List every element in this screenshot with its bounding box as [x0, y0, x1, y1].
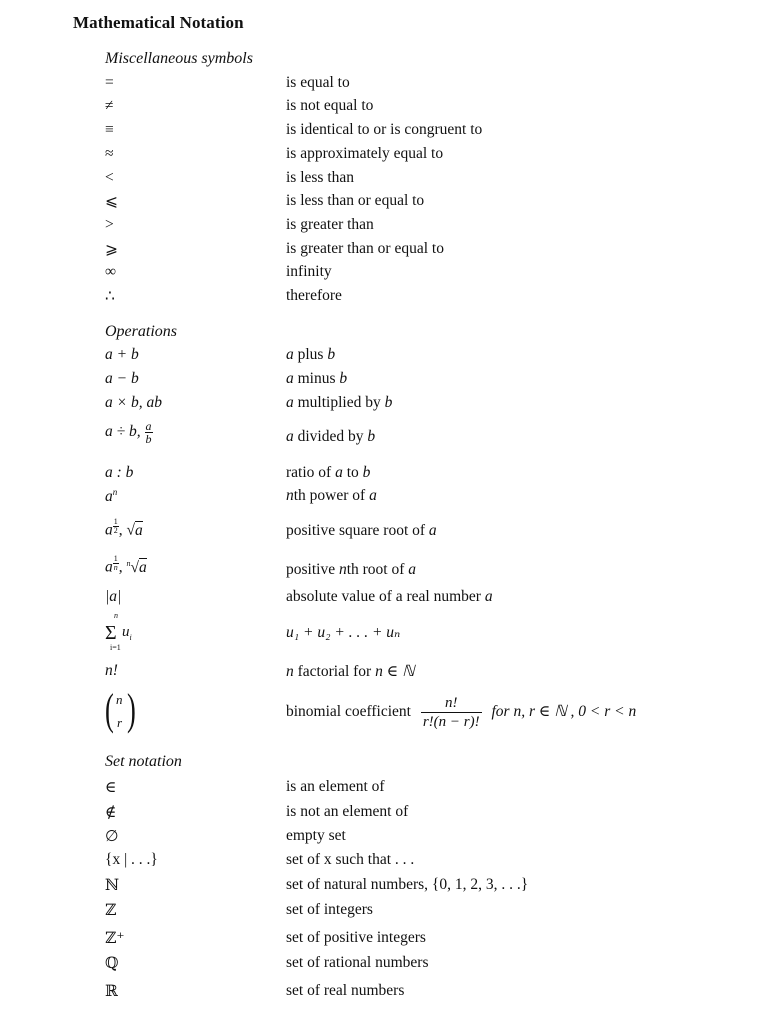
symbol: ∴: [105, 288, 115, 305]
symbol: ∞: [105, 263, 117, 280]
section-heading-operations: Operations: [105, 323, 177, 340]
meaning: is greater than or equal to: [286, 240, 444, 257]
symbol: ℚ: [105, 955, 119, 972]
symbol: ℤ: [105, 902, 117, 919]
symbol: a $^{\frac{1}{n}}$ , $^n$√a: [105, 554, 147, 576]
meaning: is equal to: [286, 74, 350, 91]
meaning: n factorial for n ∈ ℕ: [286, 663, 415, 680]
symbol: a ÷ b, $\frac{a}{b}$: [105, 419, 152, 446]
page-title: Mathematical Notation: [73, 13, 244, 32]
meaning: is approximately equal to: [286, 145, 444, 162]
binomial-fraction: $\frac{n!}{r!(n - r)!}$: [422, 695, 480, 730]
symbol: [105, 611, 145, 659]
meaning: set of positive integers: [286, 929, 426, 946]
meaning: absolute value of a real number a: [286, 588, 493, 605]
meaning: set of rational numbers: [286, 954, 429, 971]
meaning: a divided by b: [286, 428, 376, 445]
meaning: is identical to or is congruent to: [286, 121, 483, 138]
section-heading-misc: Miscellaneous symbols: [105, 50, 253, 67]
sqrt-symbol: √a: [126, 521, 143, 539]
meaning: set of x such that . . .: [286, 851, 415, 868]
symbol: ℝ: [105, 983, 118, 1000]
meaning: set of real numbers: [286, 982, 405, 999]
symbol: [105, 685, 136, 741]
meaning: set of integers: [286, 901, 373, 918]
meaning: a multiplied by b: [286, 394, 393, 411]
summation-symbol: n Σ $u_i$ i=1: [105, 611, 132, 652]
binomial-symbol: ( n r ): [105, 685, 136, 734]
symbol: ∈: [105, 779, 117, 796]
symbol: ℕ: [105, 877, 120, 894]
symbol: $a^n$: [105, 487, 118, 506]
symbol: a − b: [105, 370, 139, 387]
symbol: a : b: [105, 464, 134, 481]
meaning: positive nth root of a: [286, 561, 417, 578]
symbol: ∅: [105, 828, 119, 845]
symbol: |a|: [105, 588, 122, 605]
symbol: >: [105, 216, 114, 233]
symbol: ⩽: [105, 193, 118, 210]
symbol: ≡: [105, 121, 114, 138]
meaning: binomial coefficient $\frac{n!}{r!(n - r)!}$ for n, r ∈ ℕ , 0 < r < n: [286, 695, 637, 730]
meaning: a minus b: [286, 370, 348, 387]
meaning: is greater than: [286, 216, 374, 233]
nth-root-symbol: $^n$√a: [126, 558, 147, 576]
symbol: a × b, ab: [105, 394, 162, 411]
meaning: is not an element of: [286, 803, 409, 820]
meaning: ratio of a to b: [286, 464, 371, 481]
symbol: ≠: [105, 97, 114, 114]
meaning: empty set: [286, 827, 346, 844]
meaning: nth power of a: [286, 487, 377, 504]
meaning: infinity: [286, 263, 332, 280]
symbol: a + b: [105, 346, 139, 363]
meaning: is an element of: [286, 778, 385, 795]
symbol: a $^{\frac{1}{2}}$ , √a: [105, 517, 143, 539]
fraction: $\frac{a}{b}$: [145, 419, 152, 446]
meaning: a plus b: [286, 346, 336, 363]
symbol: ∉: [105, 804, 117, 821]
meaning: is less than: [286, 169, 355, 186]
symbol: ⩾: [105, 241, 118, 258]
meaning: positive square root of a: [286, 522, 437, 539]
meaning: set of natural numbers, {0, 1, 2, 3, . . .}: [286, 876, 529, 893]
meaning: is less than or equal to: [286, 192, 425, 209]
section-heading-sets: Set notation: [105, 753, 182, 770]
meaning: u₁ + u₂ + . . . + uₙ: [286, 624, 401, 641]
meaning: therefore: [286, 287, 342, 304]
symbol: ℤ⁺: [105, 930, 125, 947]
symbol: =: [105, 74, 114, 91]
symbol: n!: [105, 662, 118, 679]
symbol: {x | . . .}: [105, 851, 158, 868]
meaning: is not equal to: [286, 97, 374, 114]
symbol: <: [105, 169, 114, 186]
symbol: ≈: [105, 145, 114, 162]
